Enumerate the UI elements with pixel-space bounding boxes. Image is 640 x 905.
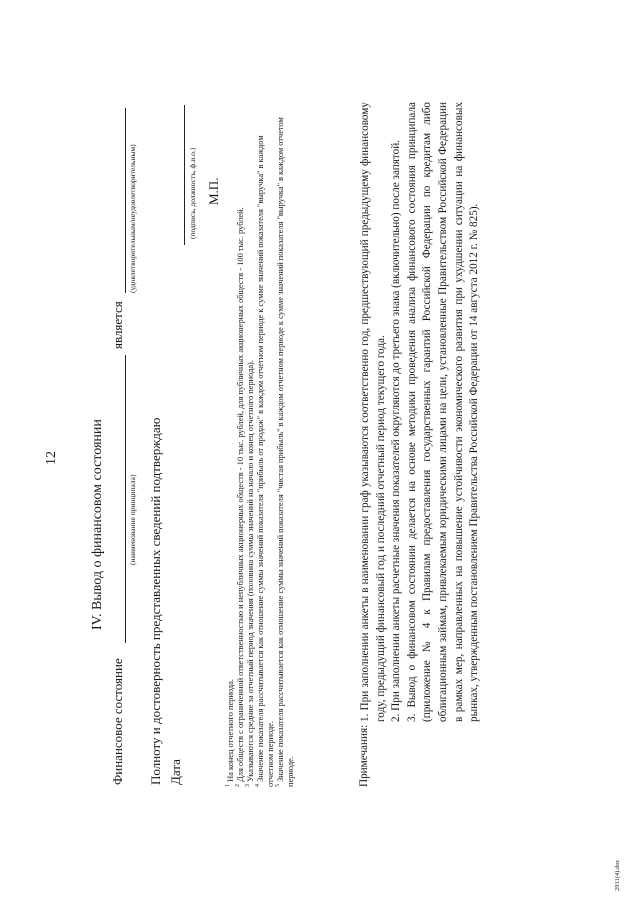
section-title: IV. Вывод о финансовом состоянии	[90, 419, 105, 630]
footnote: $^3$ Указываются средние за отчетный период значения (половина суммы значений на начало и конец отчетного периода).	[245, 360, 255, 787]
principal-name-line	[125, 355, 126, 643]
notes-list	[358, 102, 483, 722]
principal-caption: (наименование принципала)	[128, 474, 137, 565]
is-word: является	[110, 301, 125, 349]
note-item: 1. При заполнении анкеты в наименовании граф указываются соответственно год, предшествующий предыдущему финансовому году, предыдущий финансовый год и последний отчетный период текущего года.	[359, 102, 387, 722]
document-code: 2911(4).doc	[614, 859, 621, 891]
signature-line	[184, 105, 185, 245]
stamp-place: М.П.	[206, 177, 221, 205]
date-label: Дата	[168, 759, 183, 785]
satisfactory-caption: (удовлетворительным/неудовлетворительным)	[128, 144, 137, 293]
note-item: 3. Вывод о финансовом состоянии делается на основе методики проведения анализа финансового состояния принципала (приложение № 4 к Правилам предоставления государственных гарантий Российской Федерации по кредитам либо облигационным займам, привлекаемым юридическими лицами на цели, установленные Правительством Российской Федерации в рамках мер, направленных на повышение устойчивости экономического развития при ухудшении ситуации на финансовых рынках, утвержденным постановлением Правительства Российской Федерации от 14 августа 2012 г. № 825).	[405, 102, 481, 722]
footnotes	[226, 107, 296, 787]
page-number: 12	[44, 451, 59, 465]
satisfactory-line	[125, 108, 126, 293]
note-item: 2. При заполнении анкеты расчетные значения показателей округляются до третьего знака (включительно) после запятой.	[390, 139, 403, 722]
footnote: $^5$ Значение показателя рассчитывается как отношение суммы значений показателя "чистая прибыль" в каждом отчетном периоде к сумме значений показателя "выручка" в каждом отчетом периоде.	[275, 117, 295, 787]
footnote: $^1$ На конец отчетного периода.	[225, 679, 235, 787]
notes-heading: Примечания:	[358, 724, 370, 787]
footnote: $^2$ Для обществ с ограниченной ответственностью и непубличных акционерных обществ - 10 тыс. рублей, для публичных акционерных обществ - 100 тыс. рублей.	[235, 207, 245, 787]
footnote: $^4$ Значение показателя рассчитывается как отношение суммы значений показателя "прибыль от продаж" в каждом отчетном периоде к сумме значений показателя "выручка" в каждом отчетном периоде.	[255, 135, 275, 787]
signature-caption: (подпись, должность, ф.и.о.)	[188, 147, 197, 239]
financial-state-label: Финансовое состояние	[110, 658, 125, 785]
confirm-text: Полноту и достоверность представленных сведений подтверждаю	[148, 417, 163, 785]
